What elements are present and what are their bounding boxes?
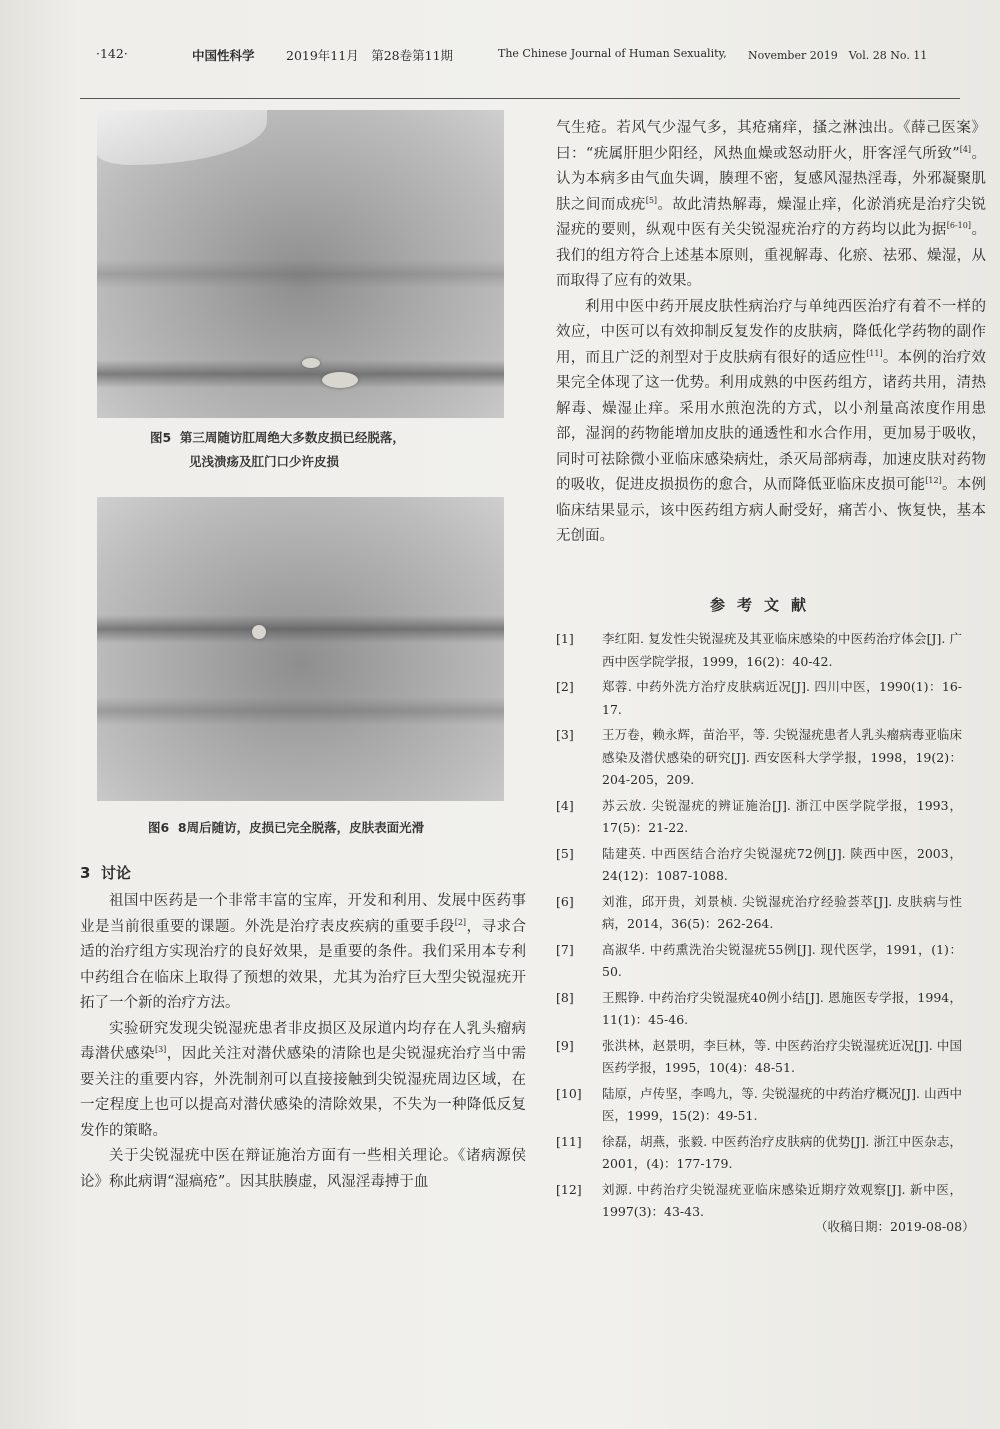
reference-item — [556, 939, 962, 984]
section-title: 讨论 — [100, 864, 131, 882]
reference-number: [12] — [556, 1181, 582, 1197]
reference-item — [556, 891, 962, 936]
citation-marker: [2] — [454, 917, 467, 927]
figure-5-photo — [97, 110, 504, 418]
paragraph-text: 气生疮。若风气少湿气多，其疮痛痒，搔之淋浊出。《薛己医案》曰：“疣属肝胆少阳经，风热血燥或怒动肝火，肝客淫气所致” — [556, 120, 986, 162]
received-date: （收稿日期：2019-08-08） — [815, 1219, 975, 1234]
skin-fold — [97, 697, 504, 725]
paragraph-text: ，寻求合适的治疗组方实现治疗的良好效果，是重要的条件。我们采用本专利中药组合在临床上取得了预想的效果，尤其为治疗巨大型尖锐湿疣开拓了一个新的治疗方法。 — [80, 918, 526, 1011]
reference-text: 王熙铮. 中药治疗尖锐湿疣40例小结[J]. 恩施医专学报，1994，11(1)：45-46. — [602, 989, 962, 1027]
left-column-text — [80, 889, 526, 1195]
reference-text: 刘源. 中药治疗尖锐湿疣亚临床感染近期疗效观察[J]. 新中医，1997(3)：43-43. — [602, 1181, 962, 1219]
reference-text: 张洪林，赵景明，李巨林，等. 中医药治疗尖锐湿疣近况[J]. 中国医药学报，1995，10(4)：48-51. — [602, 1037, 962, 1075]
paragraph-text: 。认为本病多由气血失调，腠理不密，复感风湿热淫毒，外邪凝聚肌肤之间而成疣 — [556, 145, 987, 213]
reference-number: [10] — [556, 1085, 582, 1101]
paragraph-text: 。故此清热解毒，燥湿止痒，化淤消疣是治疗尖锐湿疣的要则，纵观中医有关尖锐湿疣治疗的方药均以此为据 — [556, 196, 987, 238]
reference-number: [9] — [556, 1037, 574, 1053]
skin-fold — [97, 360, 504, 388]
reference-text: 刘淮，邱开贵，刘景桢. 尖锐湿疣治疗经验荟萃[J]. 皮肤病与性病，2014，36(5)：262-264. — [602, 893, 962, 931]
reference-item — [556, 843, 962, 888]
citation-marker: [6-10] — [946, 221, 971, 231]
paragraph-text: ，因此关注对潜伏感染的清除也是尖锐湿疣治疗当中需要关注的重要内容，外洗制剂可以直接接触到尖锐湿疣周边区域，在一定程度上也可以提高对潜伏感染的清除效果，不失为一种降低反复发作的策略。 — [80, 1046, 527, 1139]
references-title: 参考文献 — [710, 596, 819, 614]
citation-marker: [3] — [154, 1045, 167, 1055]
reference-text: 郑蓉. 中药外洗方治疗皮肤病近况[J]. 四川中医，1990(1)：16-17. — [602, 679, 962, 717]
reference-item — [556, 676, 962, 721]
reference-item — [556, 795, 962, 840]
figure-6-caption-line1: 8周后随访，皮损已完全脱落，皮肤表面光滑 — [177, 820, 425, 835]
paragraph-text: 。本例临床结果显示，该中医药组方病人耐受好，痛苦小、恢复快，基本无创面。 — [556, 477, 986, 544]
reference-number: [5] — [556, 845, 574, 861]
paragraph — [80, 889, 526, 1017]
lesion-mark — [252, 625, 266, 639]
citation-marker: [4] — [959, 144, 972, 154]
reference-text: 王万卷，赖永辉，苗治平，等. 尖锐湿疣患者人乳头瘤病毒亚临床感染及潜伏感染的研究[J]. 西安医科大学学报，1998，19(2)：204-205，209. — [602, 727, 962, 787]
reference-text: 陆原，卢传坚，李鸣九，等. 尖锐湿疣的中药治疗概况[J]. 山西中医，1999，15(2)：49-51. — [602, 1085, 962, 1123]
paragraph — [80, 1017, 526, 1145]
reference-item — [556, 987, 962, 1032]
running-header — [96, 46, 966, 76]
reference-item — [556, 1035, 962, 1080]
figure-6-caption — [148, 818, 424, 836]
paragraph-text: 。本例的治疗效果完全体现了这一优势。利用成熟的中医药组方，诸药共用，清热解毒、燥湿止痒。采用水煎泡洗的方式，以小剂量高浓度作用患部，湿润的药物能增加皮肤的通透性和水合作用，更加易于吸收，同时可祛除微小亚临床感染病灶，杀灭局部病毒，加速皮肤对药物的吸收，促进皮损损伤的愈合，从而降低亚临床皮损可能 — [556, 349, 987, 493]
reference-number: [1] — [556, 631, 574, 646]
section-heading — [80, 862, 131, 883]
lesion-mark — [322, 372, 358, 388]
reference-text: 高淑华. 中药熏洗治尖锐湿疣55例[J]. 现代医学，1991，(1)：50. — [602, 941, 962, 979]
reference-number: [4] — [556, 797, 574, 813]
figure-5-caption-line2: 见浅溃疡及肛门口少许皮损 — [189, 454, 340, 469]
reference-number: [6] — [556, 893, 574, 909]
paragraph-text: 。我们的组方符合上述基本原则，重视解毒、化瘀、祛邪、燥湿，从而取得了应有的效果。 — [556, 222, 986, 289]
citation-marker: [12] — [925, 476, 942, 486]
reference-text: 李红阳. 复发性尖锐湿疣及其亚临床感染的中医药治疗体会[J]. 广西中医学院学报，1999，16(2)：40-42. — [602, 631, 962, 669]
journal-name-cn: 中国性科学 — [192, 48, 255, 63]
references-list — [556, 628, 962, 1227]
reference-number: [7] — [556, 941, 574, 957]
reference-number: [8] — [556, 989, 574, 1005]
lesion-mark — [302, 358, 320, 368]
figure-5-label: 图5 — [150, 430, 172, 445]
issue-en: November 2019 Vol. 28 No. 11 — [748, 49, 928, 62]
figure-5-caption — [150, 428, 405, 446]
right-column-text — [556, 116, 986, 550]
skin-fold — [97, 615, 504, 643]
paragraph — [80, 1144, 526, 1195]
figure-6-photo — [97, 497, 504, 801]
reference-item — [556, 1083, 962, 1128]
page-number: ·142· — [96, 46, 128, 61]
reference-item — [556, 1131, 962, 1176]
reference-number: [11] — [556, 1133, 582, 1149]
figure-6-label: 图6 — [148, 820, 170, 835]
skin-fold — [97, 260, 504, 288]
reference-text: 陆建英. 中西医结合治疗尖锐湿疣72例[J]. 陕西中医，2003，24(12)：1087-1088. — [602, 845, 962, 883]
reference-item — [556, 724, 962, 792]
reference-item — [556, 628, 962, 673]
section-number: 3 — [80, 864, 91, 882]
header-rule — [80, 98, 960, 99]
paragraph-text: 利用中医中药开展皮肤性病治疗与单纯西医治疗有着不一样的效应，中医可以有效抑制反复发作的皮肤病，降低化学药物的副作用，而且广泛的剂型对于皮肤病有很好的适应性 — [556, 298, 986, 366]
paragraph-text: 关于尖锐湿疣中医在辩证施治方面有一些相关理论。《诸病源侯论》称此病谓“湿瘑疮”。因其肤腠虚，风湿淫毒搏于血 — [80, 1148, 526, 1190]
paragraph-text: 祖国中医药是一个非常丰富的宝库，开发和利用、发展中医药事业是当前很重要的课题。外洗是治疗表皮疾病的重要手段 — [80, 893, 526, 935]
paragraph-text: 实验研究发现尖锐湿疣患者非皮损区及尿道内均存在人乳头瘤病毒潜伏感染 — [80, 1020, 526, 1062]
figure-5-caption-line1: 第三周随访肛周绝大多数皮损已经脱落， — [179, 430, 405, 445]
issue-cn: 2019年11月 第28卷第11期 — [286, 48, 454, 63]
reference-number: [3] — [556, 727, 574, 742]
journal-name-en: The Chinese Journal of Human Sexuality, — [498, 47, 727, 60]
paragraph — [556, 116, 986, 295]
citation-marker: [11] — [866, 348, 883, 358]
reference-text: 徐磊，胡燕，张毅. 中医药治疗皮肤病的优势[J]. 浙江中医杂志，2001，(4)：177-179. — [602, 1133, 962, 1171]
reference-number: [2] — [556, 679, 574, 694]
citation-marker: [5] — [645, 195, 658, 205]
reference-text: 苏云放. 尖锐湿疣的辨证施治[J]. 浙江中医学院学报，1993，17(5)：21-22. — [602, 797, 962, 835]
glove-region — [97, 110, 267, 165]
paragraph — [556, 295, 986, 550]
